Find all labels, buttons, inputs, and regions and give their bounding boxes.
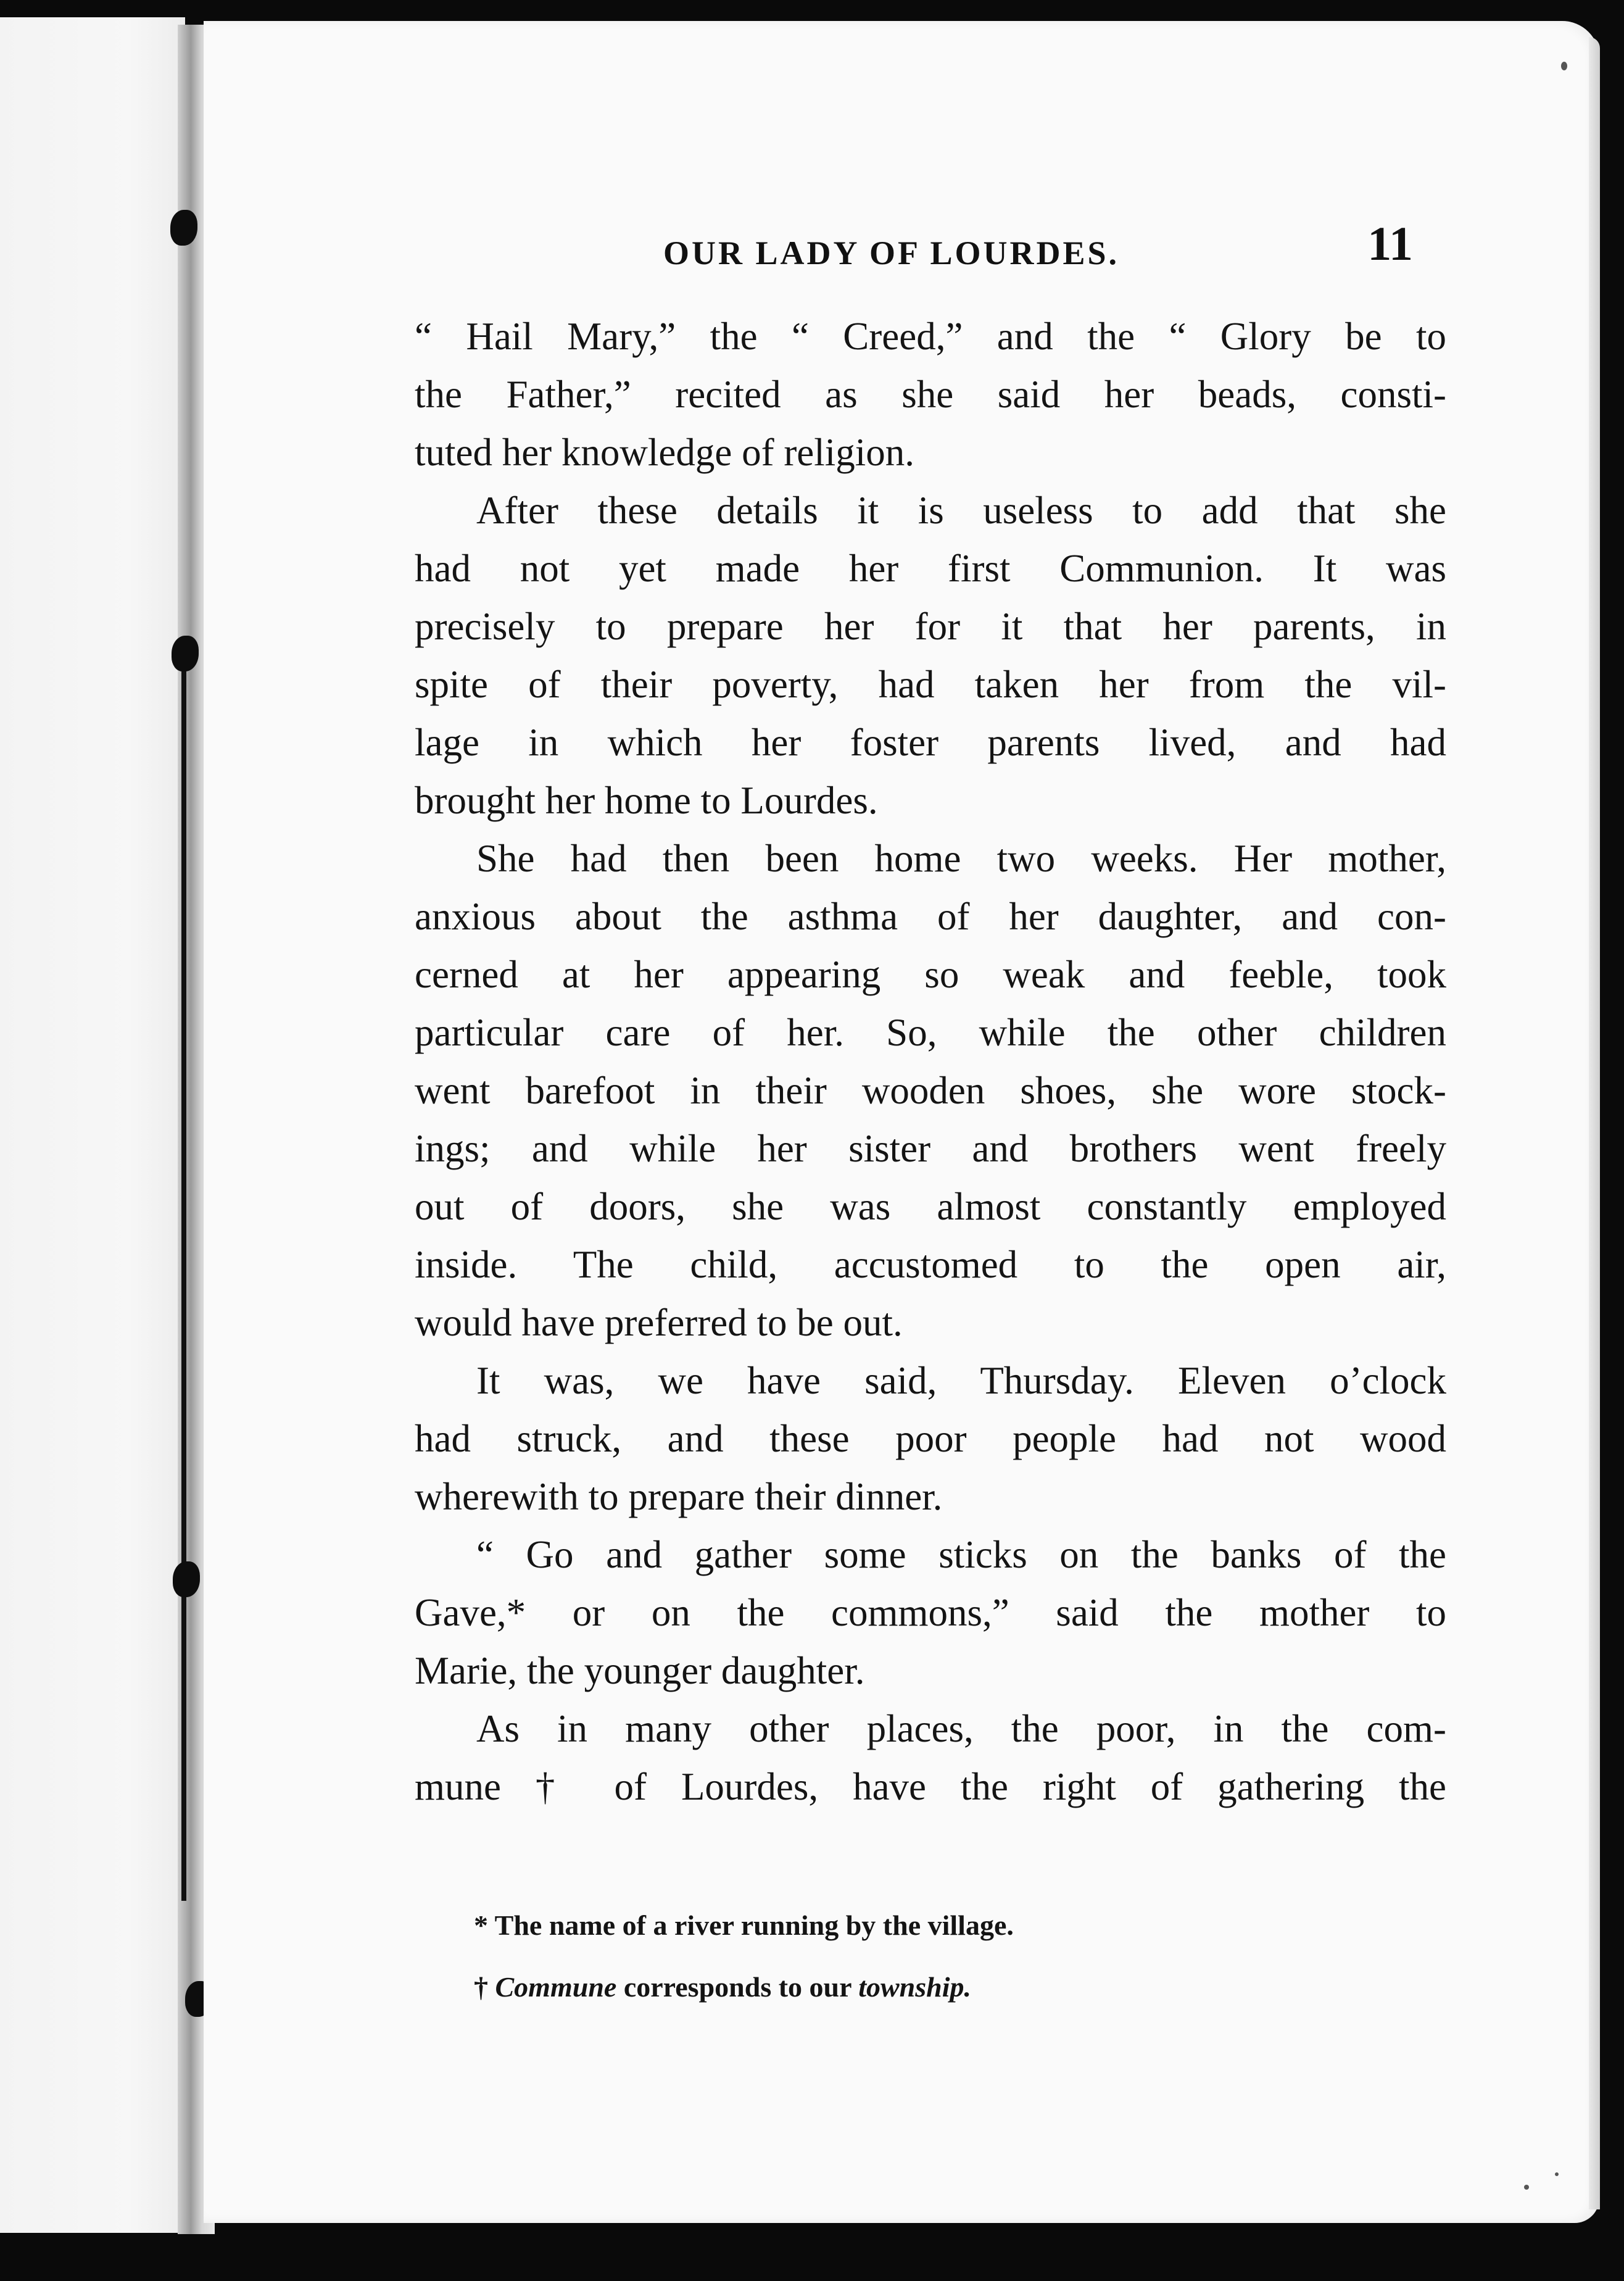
text-line: cerned at her appearing so weak and feeble, took [415, 953, 1446, 996]
paragraph [415, 829, 1446, 1352]
footnote-text: corresponds to our [623, 1971, 851, 2003]
text-line: inside. The child, accustomed to the open air, [415, 1243, 1446, 1286]
text-line: spite of their poverty, had taken her from the vil- [415, 663, 1446, 706]
text-line: anxious about the asthma of her daughter, and con- [415, 895, 1446, 938]
text-line: “ Hail Mary,” the “ Creed,” and the “ Glory be to [415, 315, 1446, 358]
text-line: particular care of her. So, while the other children [415, 1011, 1446, 1054]
footnotes [474, 1895, 1338, 2018]
binding-stitch-mark [170, 210, 197, 246]
text-line: After these details it is useless to add that she [476, 489, 1446, 532]
paper-speck [1524, 2185, 1529, 2190]
binding-stitch-mark [172, 636, 199, 671]
text-line: would have preferred to be out. [415, 1301, 903, 1344]
paragraph [415, 1352, 1446, 1526]
paragraph [415, 481, 1446, 829]
paper-speck [1555, 2172, 1559, 2176]
binding-stitch-mark [173, 1561, 200, 1597]
text-line: Gave,* or on the commons,” said the mother to [415, 1591, 1446, 1634]
text-line: had not yet made her first Communion. It was [415, 547, 1446, 590]
text-line: mune † of Lourdes, have the right of gathering the [415, 1765, 1446, 1808]
paragraph [415, 307, 1446, 481]
paragraph [415, 1526, 1446, 1700]
paper-speck [1561, 62, 1567, 70]
text-line: wherewith to prepare their dinner. [415, 1475, 943, 1518]
page-right-edge [1589, 37, 1600, 2209]
footnote-gave: * The name of a river running by the village. [474, 1909, 1014, 1941]
text-line: lage in which her foster parents lived, and had [415, 721, 1446, 764]
text-line: had struck, and these poor people had not wood [415, 1417, 1446, 1460]
text-line: brought her home to Lourdes. [415, 779, 878, 822]
text-line: She had then been home two weeks. Her mother, [476, 837, 1446, 880]
footnote-italic-term: Commune [495, 1971, 617, 2003]
text-line: the Father,” recited as she said her beads, consti- [415, 373, 1446, 416]
running-head: OUR LADY OF LOURDES. [663, 235, 1120, 272]
footnote-italic-term: township. [858, 1971, 972, 2003]
page-number: 11 [1367, 217, 1413, 270]
body-text [415, 307, 1446, 1816]
text-line: went barefoot in their wooden shoes, she wore stock- [415, 1069, 1446, 1112]
text-line: tuted her knowledge of religion. [415, 431, 915, 474]
facing-page-edge [0, 17, 185, 2233]
text-line: It was, we have said, Thursday. Eleven o’clock [476, 1359, 1446, 1402]
text-line: Marie, the younger daughter. [415, 1649, 865, 1692]
text-line: out of doors, she was almost constantly employed [415, 1185, 1446, 1228]
gutter-thread [181, 642, 186, 1901]
footnote-commune [474, 1956, 1338, 2018]
dagger-mark: † [474, 1971, 488, 2003]
text-line: ings; and while her sister and brothers went freely [415, 1127, 1446, 1170]
text-line: “ Go and gather some sticks on the banks of the [476, 1533, 1446, 1576]
text-line: precisely to prepare her for it that her parents, in [415, 605, 1446, 648]
paragraph [415, 1700, 1446, 1816]
text-line: As in many other places, the poor, in the com- [476, 1707, 1446, 1750]
